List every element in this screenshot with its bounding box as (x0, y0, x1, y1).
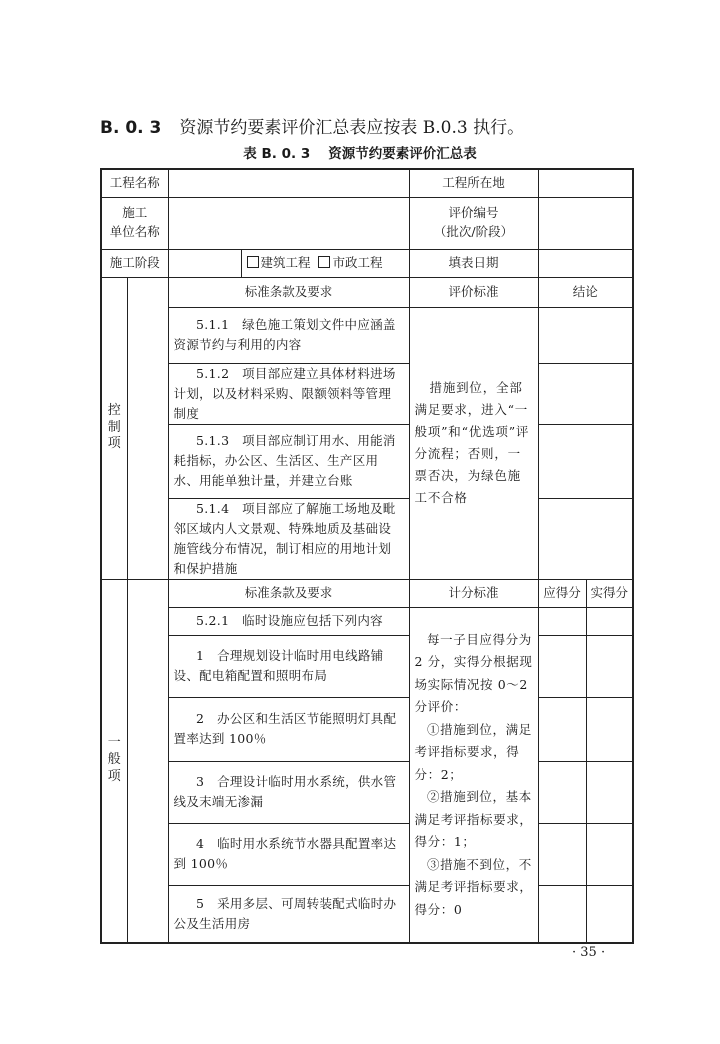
due-score-cell[interactable] (538, 607, 586, 635)
project-name-value[interactable] (168, 169, 409, 197)
table-row (101, 823, 633, 885)
general-scoring-header: 计分标准 (409, 579, 538, 607)
eval-no-label (409, 197, 538, 249)
table-caption (0, 142, 720, 162)
table-row (101, 307, 633, 363)
scoring-rule-2: ②措施到位，基本满足考评指标要求，得分：1； (414, 789, 533, 849)
eval-no-label-line1: 评价编号 (448, 205, 499, 221)
actual-score-cell[interactable] (586, 697, 633, 761)
table-row (101, 607, 633, 635)
control-section-label (101, 277, 127, 579)
due-score-cell[interactable] (538, 761, 586, 823)
section-number: B. 0. 3 (100, 118, 162, 138)
construction-unit-label (101, 197, 168, 249)
general-header-row (101, 579, 633, 607)
general-item-4: 4 临时用水系统节水器具配置率达到 100％ (168, 823, 409, 885)
evaluation-table (100, 168, 634, 944)
eval-no-label-line2: （批次/阶段） (433, 224, 514, 239)
table-row (101, 498, 633, 579)
control-conclusion-cell[interactable] (538, 363, 633, 424)
control-item-5-1-1: 5.1.1 绿色施工策划文件中应涵盖资源节约与利用的内容 (168, 307, 409, 363)
control-item-5-1-4: 5.1.4 项目部应了解施工场地及毗邻区域内人文景观、特殊地质及基础设施管线分布情况，制订相应的用地计划和保护措施 (168, 498, 409, 579)
actual-score-cell[interactable] (586, 607, 633, 635)
control-item-5-1-3: 5.1.3 项目部应制订用水、用能消耗指标，办公区、生活区、生产区用水、用能单独计量，并建立台账 (168, 424, 409, 498)
general-requirement-header: 标准条款及要求 (168, 579, 409, 607)
general-clause-5-2-1: 5.2.1 临时设施应包括下列内容 (168, 607, 409, 635)
general-section-label (101, 579, 127, 943)
scoring-rule-1: ①措施到位，满足考评指标要求，得分：2； (414, 721, 532, 782)
control-criteria-text: 措施到位，全部满足要求，进入“一般项”和“优选项”评分流程；否则，一票否决，为绿色施工不合格 (409, 307, 538, 579)
table-caption-title: 资源节约要素评价汇总表 (328, 146, 477, 162)
construction-unit-value[interactable] (168, 197, 409, 249)
municipal-option-label: 市政工程 (332, 255, 383, 270)
actual-score-header: 实得分 (586, 579, 633, 607)
table-caption-number: 表 B. 0. 3 (243, 146, 311, 162)
table-row (101, 635, 633, 697)
control-spacer-cell (127, 277, 168, 579)
page-number: · 35 · (572, 945, 606, 960)
project-location-label: 工程所在地 (409, 169, 538, 197)
due-score-cell[interactable] (538, 697, 586, 761)
general-scoring-text (409, 607, 538, 943)
building-checkbox[interactable] (247, 255, 311, 270)
eval-no-value[interactable] (538, 197, 633, 249)
building-option-label: 建筑工程 (260, 255, 311, 270)
fill-date-label: 填表日期 (409, 249, 538, 277)
due-score-cell[interactable] (538, 823, 586, 885)
scoring-rule-3: ③措施不到位，不满足考评指标要求，得分：0 (414, 856, 533, 917)
control-conclusion-cell[interactable] (538, 424, 633, 498)
general-item-5: 5 采用多层、可周转装配式临时办公及生活用房 (168, 885, 409, 943)
control-conclusion-cell[interactable] (538, 307, 633, 363)
construction-unit-label-line1: 施工 (122, 205, 148, 221)
header-row-3 (101, 249, 633, 277)
control-label-text: 控制项 (107, 402, 121, 452)
general-label-text: 一般项 (107, 735, 121, 785)
section-text: 资源节约要素评价汇总表应按表 B.0.3 执行。 (179, 118, 525, 138)
fill-date-value[interactable] (538, 249, 633, 277)
general-item-3: 3 合理设计临时用水系统，供水管线及末端无渗漏 (168, 761, 409, 823)
actual-score-cell[interactable] (586, 823, 633, 885)
project-type-options (241, 249, 409, 277)
table-row (101, 697, 633, 761)
table-row (101, 424, 633, 498)
project-location-value[interactable] (538, 169, 633, 197)
table-row (101, 885, 633, 943)
section-heading (100, 113, 524, 138)
construction-unit-label-line2: 单位名称 (109, 224, 160, 239)
control-conclusion-header: 结论 (538, 277, 633, 307)
actual-score-cell[interactable] (586, 761, 633, 823)
general-spacer-cell (127, 579, 168, 943)
general-item-1: 1 合理规划设计临时用电线路铺设、配电箱配置和照明布局 (168, 635, 409, 697)
due-score-cell[interactable] (538, 885, 586, 943)
control-criteria-header: 评价标准 (409, 277, 538, 307)
actual-score-cell[interactable] (586, 885, 633, 943)
general-item-2: 2 办公区和生活区节能照明灯具配置率达到 100％ (168, 697, 409, 761)
control-requirement-header: 标准条款及要求 (168, 277, 409, 307)
control-conclusion-cell[interactable] (538, 498, 633, 579)
project-name-label: 工程名称 (101, 169, 168, 197)
control-header-row (101, 277, 633, 307)
table-row (101, 761, 633, 823)
scoring-intro: 每一子目应得分为 2 分，实得分根据现场实际情况按 0～2 分评价： (414, 631, 533, 714)
header-row-1 (101, 169, 633, 197)
due-score-cell[interactable] (538, 635, 586, 697)
due-score-header: 应得分 (538, 579, 586, 607)
municipal-checkbox[interactable] (318, 255, 382, 270)
table-row (101, 363, 633, 424)
actual-score-cell[interactable] (586, 635, 633, 697)
construction-stage-value[interactable] (168, 249, 241, 277)
header-row-2 (101, 197, 633, 249)
control-item-5-1-2: 5.1.2 项目部应建立具体材料进场计划，以及材料采购、限额领料等管理制度 (168, 363, 409, 424)
construction-stage-label: 施工阶段 (101, 249, 168, 277)
